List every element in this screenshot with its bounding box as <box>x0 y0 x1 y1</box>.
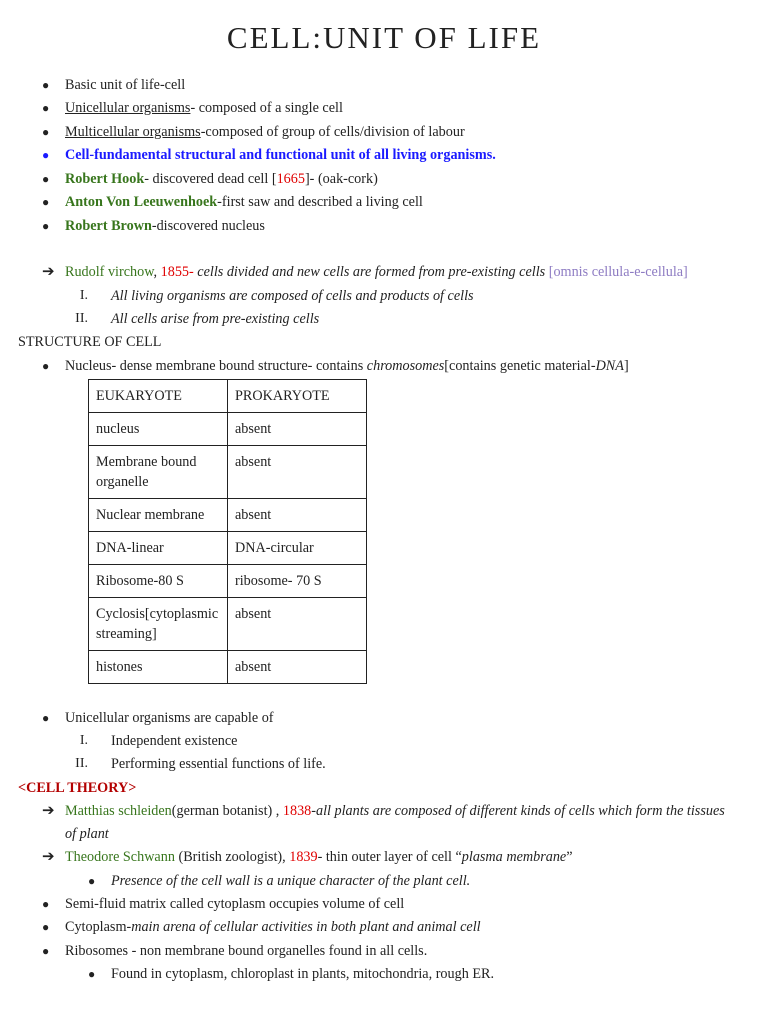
table-cell: Nuclear membrane <box>89 499 228 532</box>
text-multicellular: -composed of group of cells/division of labour <box>200 124 465 140</box>
year: 1839 <box>289 849 318 865</box>
cell-wall-note: Presence of the cell wall is a unique character of the plant cell. <box>111 873 471 889</box>
text: - thin outer layer of cell “ <box>317 849 462 865</box>
text: ” <box>566 849 573 865</box>
text: , <box>153 264 161 280</box>
term-dna: DNA <box>595 358 624 374</box>
bullet-robert-brown <box>65 217 265 235</box>
table-cell: DNA-circular <box>228 532 367 565</box>
bullet-cytoplasm-matrix: Semi-fluid matrix called cytoplasm occupies volume of cell <box>65 896 405 912</box>
table-header-row <box>89 380 367 413</box>
text: Cytoplasm- <box>65 919 132 935</box>
capability-1: Independent existence <box>111 733 238 749</box>
text: (British zoologist), <box>174 849 290 865</box>
bullet-multicellular <box>65 123 465 141</box>
bullet-nucleus <box>65 357 629 375</box>
text: ] <box>623 358 629 374</box>
text: [contains genetic material- <box>444 358 596 374</box>
bullet-icon: ● <box>42 148 50 162</box>
scientist-name: Robert Brown <box>65 218 152 234</box>
table-row <box>89 499 367 532</box>
bullet-unicellular-capable: Unicellular organisms are capable of <box>65 710 274 726</box>
table-cell: DNA-linear <box>89 532 228 565</box>
header-eukaryote: EUKARYOTE <box>89 380 228 413</box>
bullet-icon: ● <box>42 101 50 115</box>
scientist-name: Robert Hook <box>65 171 145 187</box>
virchow-point-1: All living organisms are composed of cells and products of cells <box>111 288 474 304</box>
text: -first saw and described a living cell <box>217 194 423 210</box>
virchow-point-2: All cells arise from pre-existing cells <box>111 311 320 327</box>
table-cell: nucleus <box>89 413 228 446</box>
table-cell: histones <box>89 651 228 684</box>
text: (german botanist) , <box>171 803 283 819</box>
table-cell: absent <box>228 651 367 684</box>
bullet-cytoplasm-arena <box>65 918 481 936</box>
bullet-icon: ● <box>42 944 50 958</box>
term-plasma-membrane: plasma membrane <box>461 849 567 865</box>
eukaryote-prokaryote-table <box>88 379 367 684</box>
scientist-name: Rudolf virchow <box>65 264 154 280</box>
latin-phrase: [omnis cellula-e-cellula] <box>545 264 688 280</box>
ribosome-locations: Found in cytoplasm, chloroplast in plants, mitochondria, rough ER. <box>111 966 495 982</box>
bullet-icon: ● <box>42 125 50 139</box>
roman-numeral: I. <box>79 733 88 748</box>
statement: -all plants are composed of different kinds of cells which form the tissues <box>311 803 725 819</box>
table-row <box>89 598 367 651</box>
scientist-name: Theodore Schwann <box>65 849 175 865</box>
table-cell: absent <box>228 413 367 446</box>
bullet-basic-unit: Basic unit of life-cell <box>65 77 186 93</box>
term-unicellular: Unicellular organisms <box>65 100 191 116</box>
table-cell: ribosome- 70 S <box>228 565 367 598</box>
schwann-line <box>65 848 573 866</box>
term-chromosomes: chromosomes <box>366 358 445 374</box>
table-cell: Cyclosis[cytoplasmic streaming] <box>89 598 228 651</box>
table-cell: absent <box>228 499 367 532</box>
table-cell: Membrane bound organelle <box>89 446 228 499</box>
roman-numeral: II. <box>75 756 88 771</box>
bullet-ribosomes: Ribosomes - non membrane bound organelles found in all cells. <box>65 943 428 959</box>
bullet-icon: ● <box>42 920 50 934</box>
bullet-icon: ● <box>42 172 50 186</box>
bullet-icon: ● <box>42 359 50 373</box>
bullet-unicellular <box>65 99 343 117</box>
text: -discovered nucleus <box>151 218 265 234</box>
schleiden-line-cont: of plant <box>65 826 109 842</box>
section-heading-cell-theory: <CELL THEORY> <box>18 780 137 796</box>
bullet-cell-definition: Cell-fundamental structural and functional unit of all living organisms. <box>65 147 496 163</box>
term-multicellular: Multicellular organisms <box>65 124 201 140</box>
arrow-icon: ➔ <box>42 849 55 865</box>
scientist-name: Anton Von Leeuwenhoek <box>65 194 218 210</box>
roman-numeral: II. <box>75 311 88 326</box>
table-cell: Ribosome-80 S <box>89 565 228 598</box>
roman-numeral: I. <box>79 288 88 303</box>
bullet-leeuwenhoek <box>65 193 423 211</box>
bullet-icon: ● <box>42 711 50 725</box>
text: ]- (oak-cork) <box>304 171 378 187</box>
arrow-icon: ➔ <box>42 264 55 280</box>
text: Nucleus- dense membrane bound structure- contains <box>65 358 367 374</box>
arrow-icon: ➔ <box>42 803 55 819</box>
table-row <box>89 532 367 565</box>
text: - <box>189 264 198 280</box>
table-row <box>89 413 367 446</box>
year: 1838 <box>282 803 312 819</box>
table-cell: absent <box>228 446 367 499</box>
bullet-icon: ● <box>42 219 50 233</box>
year: 1855 <box>160 264 189 280</box>
bullet-icon: ● <box>42 897 50 911</box>
bullet-icon: ● <box>88 874 96 888</box>
text: - discovered dead cell [ <box>144 171 277 187</box>
header-prokaryote: PROKARYOTE <box>228 380 367 413</box>
statement: cells divided and new cells are formed from pre-existing cells <box>197 264 546 280</box>
text-unicellular: - composed of a single cell <box>190 100 343 116</box>
table-row <box>89 446 367 499</box>
page-title: CELL:UNIT OF LIFE <box>226 20 542 55</box>
table-row <box>89 565 367 598</box>
bullet-icon: ● <box>88 967 96 981</box>
bullet-icon: ● <box>42 78 50 92</box>
text-italic: main arena of cellular activities in both plant and animal cell <box>131 919 481 935</box>
virchow-line <box>65 263 688 281</box>
section-heading-structure: STRUCTURE OF CELL <box>18 334 162 350</box>
bullet-robert-hook <box>65 170 378 188</box>
schleiden-line <box>65 802 725 820</box>
scientist-name: Matthias schleiden <box>65 803 172 819</box>
capability-2: Performing essential functions of life. <box>111 756 326 772</box>
bullet-icon: ● <box>42 195 50 209</box>
table-cell: absent <box>228 598 367 651</box>
year: 1665 <box>276 171 305 187</box>
table-row <box>89 651 367 684</box>
